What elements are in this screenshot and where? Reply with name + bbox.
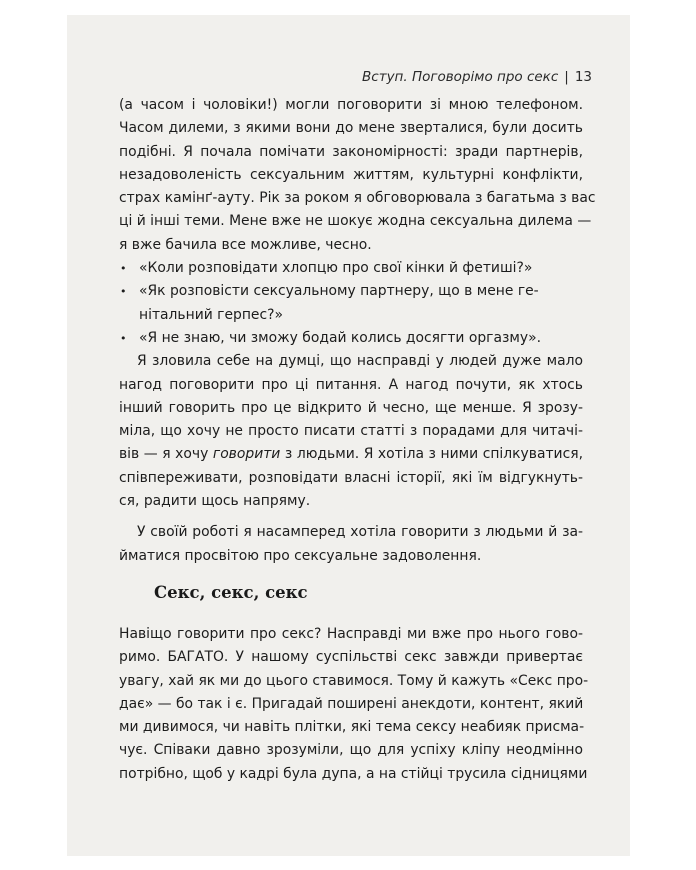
- list-item-text: нітальний герпес?»: [139, 306, 283, 323]
- paragraph-1: [119, 94, 596, 257]
- paragraph-2: [119, 350, 583, 513]
- text-line: йматися просвітою про сексуальне задоволення.: [119, 547, 482, 564]
- bullet-icon: •: [120, 285, 127, 299]
- text-span: вів — я хочу: [119, 446, 213, 463]
- text-line: потрібно, щоб у кадрі була дупа, а на стійці трусила сідницями: [119, 765, 588, 782]
- text-line: міла, що хочу не просто писати статті з порадами для читачі-: [119, 423, 583, 440]
- paragraph-3: [119, 521, 583, 568]
- text-line: У своїй роботі я насамперед хотіла говорити з людьми й за-: [137, 524, 583, 541]
- text-line: інший говорить про це відкрито й чесно, ще менше. Я зрозу-: [119, 399, 583, 416]
- bullet-icon: •: [120, 331, 127, 345]
- text-line: Навіщо говорити про секс? Насправді ми вже про нього гово-: [119, 626, 583, 642]
- text-line: Часом дилеми, з якими вони до мене зверталися, були досить: [119, 120, 583, 137]
- text-line: Я зловила себе на думці, що насправді у людей дуже мало: [137, 353, 583, 370]
- header-separator: |: [564, 69, 569, 85]
- list-item-text: «Як розповісти сексуальному партнеру, що в мене ге-: [139, 283, 539, 300]
- text-line: я вже бачила все можливе, чесно.: [119, 236, 372, 253]
- running-head: [362, 69, 592, 85]
- chapter-title: Вступ. Поговорімо про секс: [362, 69, 559, 85]
- list-item-text: «Я не знаю, чи зможу бодай колись досягти оргазму».: [139, 329, 541, 346]
- text-line: римо. БАГАТО. У нашому суспільстві секс завжди привертає: [119, 649, 583, 666]
- list-item-text: «Коли розповідати хлопцю про свої кінки й фетиші?»: [139, 260, 533, 277]
- text-line: (а часом і чоловіки!) могли поговорити зі мною телефоном.: [119, 97, 583, 113]
- text-line: ці й інші теми. Мене вже не шокує жодна сексуальна дилема —: [119, 213, 592, 230]
- body-text-top: [119, 94, 596, 568]
- text-line: незадоволеність сексуальним життям, культурні конфлікти,: [119, 166, 583, 183]
- text-line: дає» — бо так і є. Пригадай поширені анекдоти, контент, який: [119, 695, 584, 712]
- section-heading: Секс, секс, секс: [154, 583, 308, 602]
- text-line: страх камінґ-ауту. Рік за роком я обговорювала з багатьма з вас: [119, 190, 596, 207]
- text-line: подібні. Я почала помічати закономірності: зради партнерів,: [119, 143, 583, 160]
- text-line: увагу, хай як ми до цього ставимося. Тому й кажуть «Секс про-: [119, 672, 589, 689]
- list-item: [120, 327, 583, 350]
- bullet-icon: •: [120, 262, 127, 276]
- bullet-list: [119, 257, 583, 350]
- book-page: [67, 15, 630, 856]
- list-item: [120, 280, 583, 303]
- page-number: 13: [574, 69, 592, 85]
- paragraph-4: [119, 623, 589, 786]
- text-line: нагод поговорити про ці питання. А нагод почути, як хтось: [119, 376, 583, 393]
- text-span: з людьми. Я хотіла з ними спілкуватися,: [280, 446, 583, 463]
- list-item: [120, 257, 583, 280]
- emphasis-text: говорити: [212, 446, 281, 463]
- text-line: [119, 443, 583, 466]
- text-line: ми дивимося, чи навіть плітки, які тема сексу неабияк присма-: [119, 719, 585, 736]
- text-line: співпереживати, розповідати власні історії, які їм відгукнуть-: [119, 469, 583, 486]
- text-line: ся, радити щось напряму.: [119, 493, 311, 510]
- text-line: чує. Співаки давно зрозуміли, що для успіху кліпу неодмінно: [119, 742, 583, 759]
